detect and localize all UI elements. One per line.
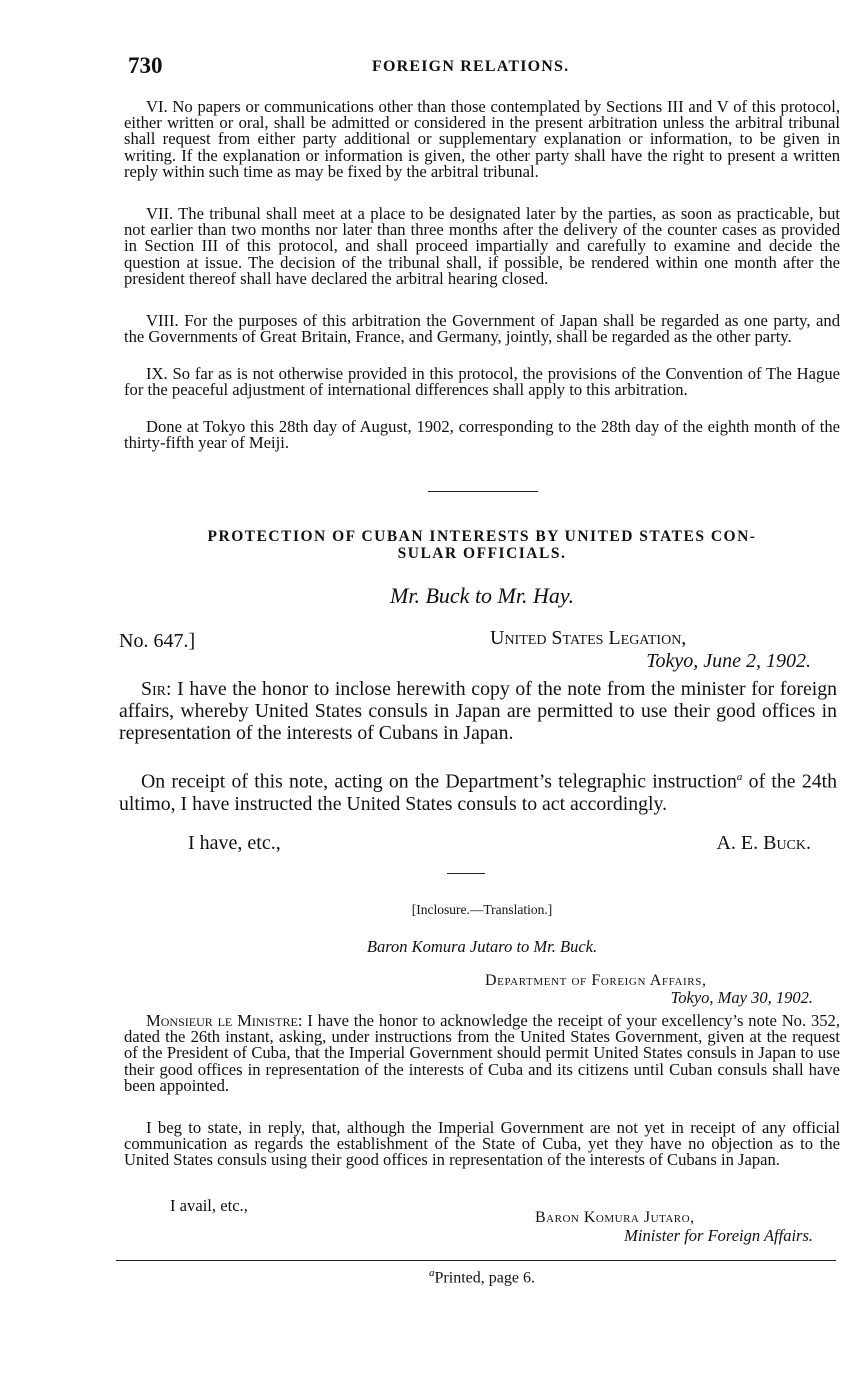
section-title-line-2: SULAR OFFICIALS. [397, 545, 567, 562]
inclosure-body-2: I beg to state, in reply, that, although the Imperial Government are not yet in receipt of any official communication as regards the establishment of the State of Cuba, yet they have no objection as to the United States consuls using their good offices in representation of the interests of Cubans in Japan. [124, 1118, 840, 1170]
protocol-paragraph-ix: IX. So far as is not otherwise provided in this protocol, the provisions of the Convention of The Hague for the peaceful adjustment of international differences shall apply to this arbitration. [124, 364, 840, 400]
protocol-closing: Done at Tokyo this 28th day of August, 1902, corresponding to the 28th day of the eighth month of the thirty-fifth year of Meiji. [124, 417, 840, 453]
inclosure-label: [Inclosure.—Translation.] [411, 902, 553, 917]
inclosure-salutation: Monsieur le Ministre: [146, 1011, 303, 1030]
inclosure-signature-title: Minister for Foreign Affairs. [624, 1226, 813, 1245]
letter-body-1-text: I have the honor to inclose herewith copy of the note from the minister for foreign affairs, whereby United States consuls in Japan are permitted to use their good offices in representation of the interests of Cubans in Japan. [119, 678, 837, 744]
footnote-marker: a [736, 771, 743, 783]
footnote-mark: a [429, 1267, 435, 1279]
footnote-text: Printed, page 6. [434, 1269, 535, 1287]
letter-salutation: Sir: [141, 678, 172, 700]
section-divider [428, 491, 538, 492]
protocol-paragraph-viii: VIII. For the purposes of this arbitration the Government of Japan shall be regarded as one party, and the Governments of Great Britain, France, and Germany, jointly, shall be regarded as the other party. [124, 311, 840, 347]
inclosure-closing: I avail, etc., [170, 1196, 248, 1215]
running-title: FOREIGN RELATIONS. [372, 58, 570, 75]
letter-body-1 [119, 678, 837, 744]
letter-body-2-post: of the 24th ultimo, I have instructed the United States consuls to act accordingly. [119, 770, 837, 815]
inclosure-signature: Baron Komura Jutaro, [535, 1209, 695, 1226]
protocol-paragraph-vii: VII. The tribunal shall meet at a place to be designated later by the parties, as soon as practicable, but not earlier than two months nor later than three months after the delivery of the counter cases as provided in Section III of this protocol, and shall proceed impartially and carefully to examine and decide the question at issue. The decision of the tribunal shall, if possible, be rendered within one month after the president thereof shall have declared the arbitral hearing closed. [124, 204, 840, 288]
letter-signature: A. E. Buck. [716, 832, 811, 854]
letter-heading: Mr. Buck to Mr. Hay. [390, 583, 574, 608]
section-title [124, 528, 840, 562]
letter-date: Tokyo, June 2, 1902. [646, 650, 811, 672]
inclosure-body-1-text: I have the honor to acknowledge the receipt of your excellency’s note No. 352, dated the 26th instant, asking, under instructions from the United States Government, given at the request of the President of Cuba, that the Imperial Government should permit United States consuls in Japan to use their good offices in representation of the interests of Cuba and its citizens until Cuban consuls shall have been appointed. [124, 1011, 840, 1095]
protocol-paragraph-vi: VI. No papers or communications other than those contemplated by Sections III and V of this protocol, either written or oral, shall be admitted or considered in the present arbitration unless the arbitral tribunal shall request from either party additional or supplementary explanation or information, to be given in writing. If the explanation or information is given, the other party shall have the right to present a written reply within such time as may be fixed by the arbitral tribunal. [124, 97, 840, 181]
letter-body-2-pre: On receipt of this note, acting on the Department’s telegraphic instruction [141, 770, 737, 793]
inclosure-date: Tokyo, May 30, 1902. [670, 988, 813, 1007]
letter-divider [447, 873, 485, 874]
letter-closing: I have, etc., [188, 832, 281, 854]
page-number: 730 [128, 53, 163, 78]
letter-body-2 [119, 766, 837, 815]
footnote-rule [116, 1260, 836, 1261]
section-title-line-1: PROTECTION OF CUBAN INTERESTS BY UNITED STATES CON- [207, 528, 757, 545]
letter-from-place: United States Legation, [490, 627, 687, 649]
footnote [124, 1267, 840, 1287]
inclosure-body-1 [124, 1013, 840, 1094]
inclosure-heading: Baron Komura Jutaro to Mr. Buck. [366, 937, 598, 956]
letter-number: No. 647.] [119, 630, 196, 652]
inclosure-from-place: Department of Foreign Affairs, [485, 972, 707, 989]
